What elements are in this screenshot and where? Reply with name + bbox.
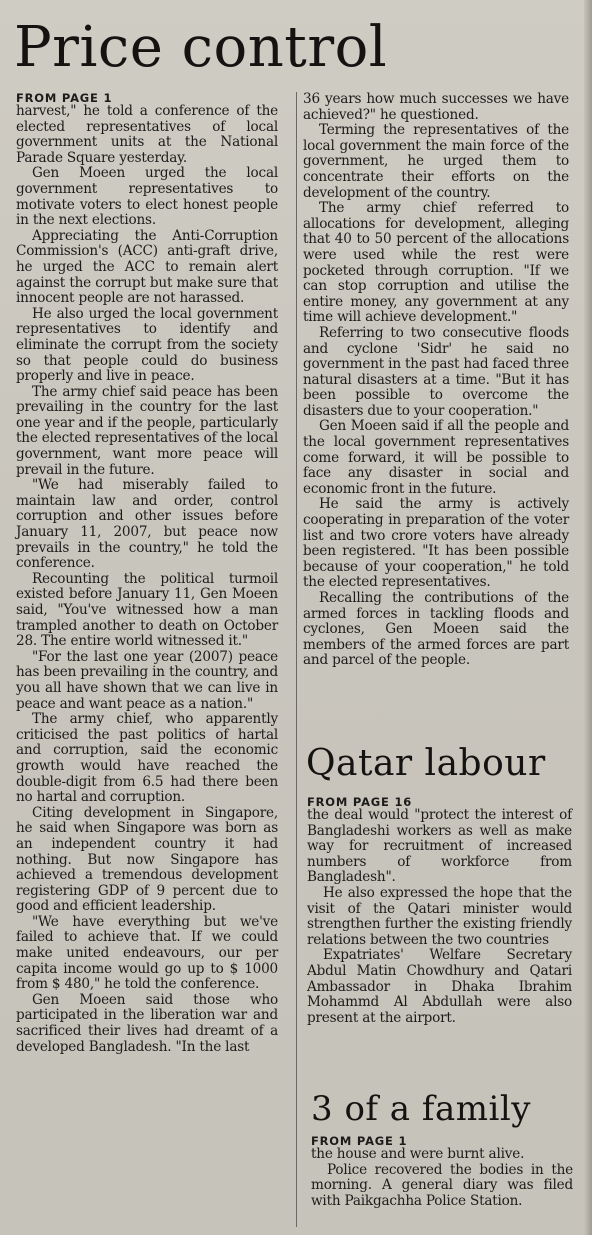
paragraph: He said the army is actively cooperating in preparation of the voter list and two crore voters have already been registered. "It has been possible because of your cooperation," he told the elected representatives.: [303, 496, 569, 591]
paragraph: He also expressed the hope that the visit of the Qatari minister would strengthen further the existing friendly relations between the two countries: [307, 884, 572, 948]
paragraph: Gen Moeen urged the local government representatives to motivate voters to elect honest people in the next elections.: [16, 165, 278, 229]
price-column-1: [16, 104, 278, 1055]
paragraph: Expatriates' Welfare Secretary Abdul Matin Chowdhury and Qatari Ambassador in Dhaka Ibrahim Mohammd Al Abdullah were also present at the airport.: [307, 947, 572, 1026]
paragraph: 36 years how much successes we have achieved?" he questioned.: [303, 91, 569, 123]
paragraph: "We have everything but we've failed to achieve that. If we could make united endeavours, our per capita income would go up to $ 1000 from $ 480," he told the conference.: [16, 913, 278, 993]
headline-price-control: Price control: [14, 15, 388, 80]
paragraph: Recalling the contributions of the armed forces in tackling floods and cyclones, Gen Moeen said the members of the armed forces are part and parcel of the people.: [303, 590, 569, 669]
column-divider: [296, 92, 297, 1227]
qatar-article-body: [307, 808, 572, 1026]
paragraph: Terming the representatives of the local government the main force of the government, he urged them to concentrate their efforts on the development of the country.: [303, 122, 569, 201]
paragraph: Gen Moeen said those who participated in the liberation war and sacrificed their lives had dreamt of a developed Bangladesh. "In the last: [16, 991, 278, 1055]
jump-line-family: FROM PAGE 1: [311, 1134, 408, 1148]
paragraph: The army chief, who apparently criticised the past politics of hartal and corruption, said the economic growth would have reached the double-digit from 6.5 had there been no hartal and corruption.: [16, 711, 278, 806]
paragraph: "For the last one year (2007) peace has been prevailing in the country, and you all have shown that we can live in peace and want peace as a nation.": [16, 648, 278, 712]
paragraph: Citing development in Singapore, he said when Singapore was born as an independent country it had nothing. But now Singapore has achieved a tremendous development registering GDP of 9 percent due to good and efficient leadership.: [16, 804, 278, 915]
paragraph: Police recovered the bodies in the morning. A general diary was filed with Paikgachha Police Station.: [311, 1161, 573, 1209]
headline-3-of-a-family: 3 of a family: [311, 1089, 531, 1129]
headline-qatar-labour: Qatar labour: [306, 743, 546, 784]
paragraph: "We had miserably failed to maintain law and order, control corruption and other issues before January 11, 2007, but peace now prevails in the country," he told the conference.: [16, 477, 278, 572]
paragraph: Appreciating the Anti-Corruption Commission's (ACC) anti-graft drive, he urged the ACC to remain alert against the corrupt but make sure that innocent people are not harassed.: [16, 227, 278, 307]
paragraph: The army chief said peace has been prevailing in the country for the last one year and if the people, particularly the elected representatives of the local government, want more peace will prevail in the future.: [16, 383, 278, 478]
paragraph: Recounting the political turmoil existed before January 11, Gen Moeen said, "You've witnessed how a man trampled another to death on October 28. The entire world witnessed it.": [16, 570, 278, 650]
jump-line-qatar: FROM PAGE 16: [307, 795, 413, 809]
paragraph: He also urged the local government representatives to identify and eliminate the corrupt from the society so that people could do business properly and live in peace.: [16, 305, 278, 385]
paragraph: Gen Moeen said if all the people and the local government representatives come forward, it will be possible to face any disaster in social and economic front in the future.: [303, 418, 569, 497]
paragraph: The army chief referred to allocations for development, alleging that 40 to 50 percent of the allocations were used while the rest were pocketed through corruption. "If we can stop corruption and utilise the entire money, any government at any time will achieve development.": [303, 200, 569, 326]
paragraph: Referring to two consecutive floods and cyclone 'Sidr' he said no government in the past had faced three natural disasters at a time. "But it has been possible to overcome the disasters due to your cooperation.": [303, 324, 569, 419]
price-column-2: [303, 92, 569, 669]
page-edge-shadow: [584, 0, 592, 1235]
paragraph: the house and were burnt alive.: [311, 1146, 525, 1162]
paragraph: harvest," he told a conference of the elected representatives of local government units at the National Parade Square yesterday.: [16, 103, 278, 166]
family-article-body: [311, 1147, 573, 1209]
jump-line-price: FROM PAGE 1: [16, 91, 113, 105]
paragraph: the deal would "protect the interest of Bangladeshi workers as well as make way for recruitment of increased numbers of workforce from Bangladesh".: [307, 807, 572, 886]
